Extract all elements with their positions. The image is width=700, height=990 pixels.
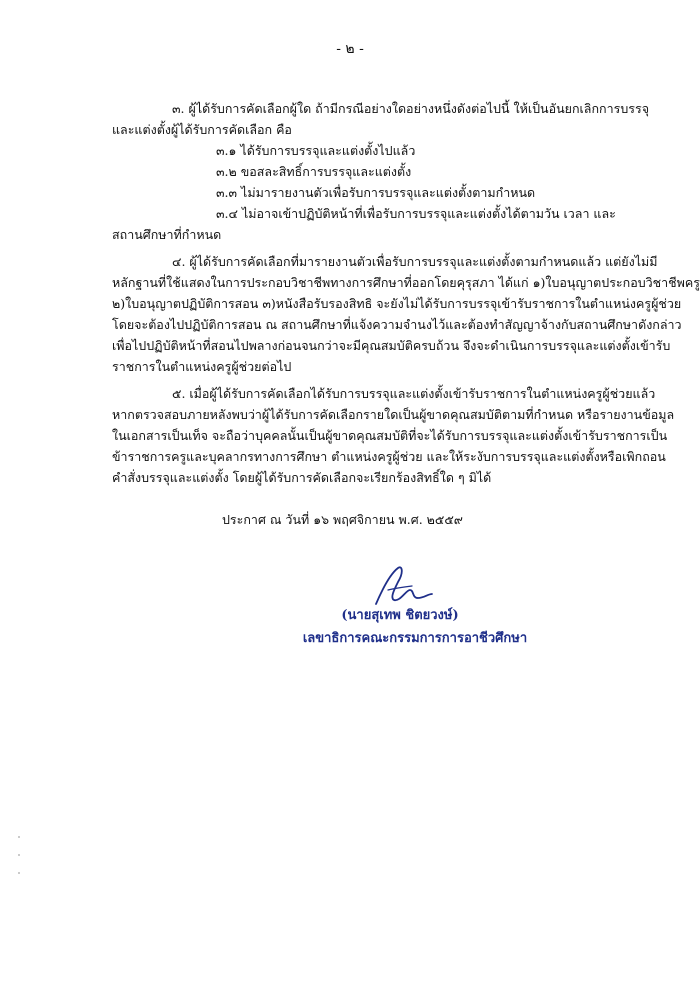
section3-item-2: ๓.๒ ขอสละสิทธิ์การบรรจุและแต่งตั้ง — [216, 164, 412, 179]
section5-line3: ในเอกสารเป็นเท็จ จะถือว่าบุคคลนั้นเป็นผู้ขาดคุณสมบัติที่จะได้รับการบรรจุและแต่งตั้งเข้ารับราชการเป็น — [112, 428, 668, 443]
section4-line1: ๔. ผู้ได้รับการคัดเลือกที่มารายงานตัวเพื่อรับการบรรจุและแต่งตั้งตามกำหนดแล้ว แต่ยังไม่มี — [172, 254, 658, 269]
handwritten-signature — [368, 560, 438, 610]
section3-item-1: ๓.๑ ได้รับการบรรจุและแต่งตั้งไปแล้ว — [216, 143, 416, 158]
section4-line4: โดยจะต้องไปปฏิบัติการสอน ณ สถานศึกษาที่แจ้งความจำนงไว้และต้องทำสัญญาจ้างกับสถานศึกษาดังกล่าว — [112, 317, 682, 332]
section3-item-4-line1: ๓.๔ ไม่อาจเข้าปฏิบัติหน้าที่เพื่อรับการบรรจุและแต่งตั้งได้ตามวัน เวลา และ — [216, 206, 616, 221]
announcement-date: ประกาศ ณ วันที่ ๑๖ พฤศจิกายน พ.ศ. ๒๕๕๙ — [222, 512, 463, 527]
scan-speck — [18, 872, 20, 874]
section5-line2: หากตรวจสอบภายหลังพบว่าผู้ได้รับการคัดเลือกรายใดเป็นผู้ขาดคุณสมบัติตามที่กำหนด หรือรายงานข้อมูล — [112, 407, 675, 422]
scan-speck — [18, 854, 20, 856]
section5-line4: ข้าราชการครูและบุคลากรทางการศึกษา ตำแหน่งครูผู้ช่วย และให้ระงับการบรรจุและแต่งตั้งหรือเพิกถอน — [112, 449, 666, 464]
section3-item-3: ๓.๓ ไม่มารายงานตัวเพื่อรับการบรรจุและแต่งตั้งตามกำหนด — [216, 185, 536, 200]
section4-line5: เพื่อไปปฏิบัติหน้าที่สอนไปพลางก่อนจนกว่าจะมีคุณสมบัติครบถ้วน จึงจะดำเนินการบรรจุและแต่งตั้งเข้ารับ — [112, 338, 671, 353]
signer-title: เลขาธิการคณะกรรมการการอาชีวศึกษา — [302, 631, 528, 646]
section4-line6: ราชการในตำแหน่งครูผู้ช่วยต่อไป — [112, 359, 292, 374]
section4-line3: ๒)ใบอนุญาตปฏิบัติการสอน ๓)หนังสือรับรองสิทธิ จะยังไม่ได้รับการบรรจุเข้ารับราชการในตำแหน่งครูผู้ช่วย — [112, 296, 682, 311]
section3-intro-line1: ๓. ผู้ได้รับการคัดเลือกผู้ใด ถ้ามีกรณีอย่างใดอย่างหนึ่งดังต่อไปนี้ ให้เป็นอันยกเลิกการบรรจุ — [172, 101, 650, 116]
scan-speck — [18, 836, 20, 838]
section5-line1: ๕. เมื่อผู้ได้รับการคัดเลือกได้รับการบรรจุและแต่งตั้งเข้ารับราชการในตำแหน่งครูผู้ช่วยแล้ว — [172, 386, 656, 401]
signer-name: (นายสุเทพ ชิตยวงษ์) — [341, 608, 459, 623]
section3-intro-line2: และแต่งตั้งผู้ได้รับการคัดเลือก คือ — [112, 122, 292, 137]
page-number: - ๒ - — [336, 41, 364, 57]
section4-line2: หลักฐานที่ใช้แสดงในการประกอบวิชาชีพทางการศึกษาที่ออกโดยคุรุสภา ได้แก่ ๑)ใบอนุญาตประกอบวิชาชีพครู — [112, 275, 700, 290]
section3-item-4-line2: สถานศึกษาที่กำหนด — [112, 227, 222, 242]
section5-line5: คำสั่งบรรจุและแต่งตั้ง โดยผู้ได้รับการคัดเลือกจะเรียกร้องสิทธิ์ใด ๆ มิได้ — [112, 470, 492, 485]
